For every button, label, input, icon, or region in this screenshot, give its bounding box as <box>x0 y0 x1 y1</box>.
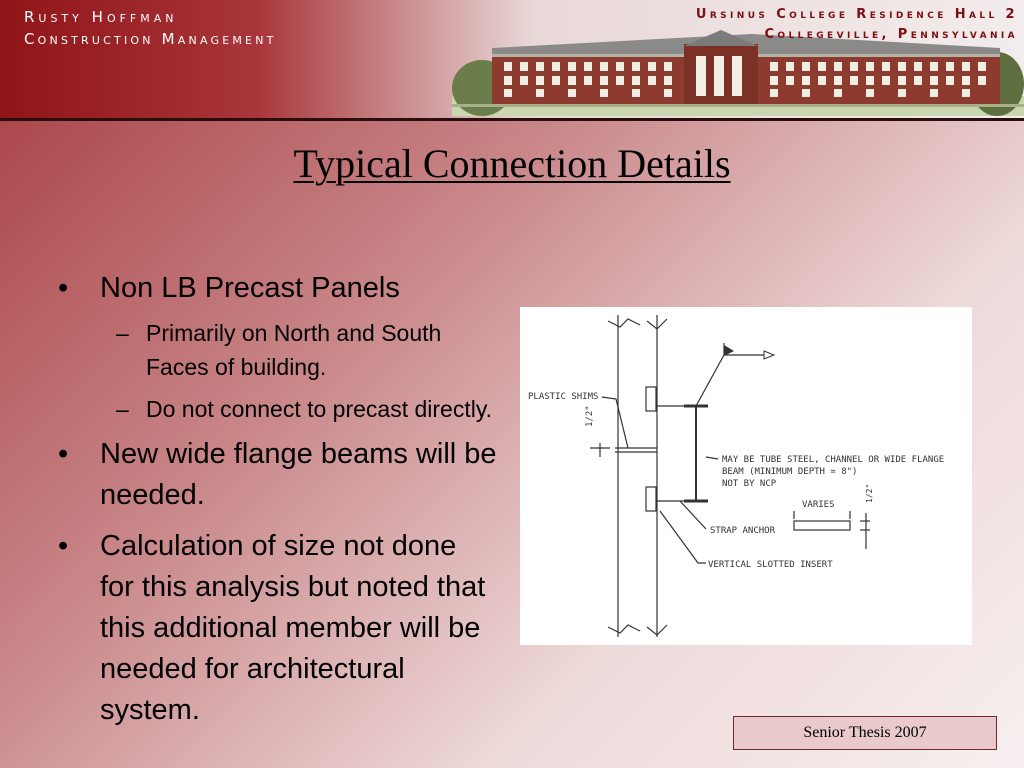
sub-bullet-dash: – <box>116 396 129 422</box>
label-plastic-shims: PLASTIC SHIMS <box>528 392 599 402</box>
label-beam-note-2: BEAM (MINIMUM DEPTH = 8") <box>722 467 858 477</box>
label-strap-anchor: STRAP ANCHOR <box>710 526 776 536</box>
label-beam-note-1: MAY BE TUBE STEEL, CHANNEL OR WIDE FLANGE <box>722 455 945 465</box>
footer-badge: Senior Thesis 2007 <box>733 716 997 750</box>
sub-bullet-item <box>58 316 498 384</box>
sub-bullet-dash: – <box>116 320 129 346</box>
bullet-item <box>58 270 498 306</box>
bullet-text: Non LB Precast Panels <box>100 272 400 304</box>
bullet-item <box>58 526 498 731</box>
bullet-dot: • <box>58 272 69 304</box>
sub-bullet-text: Do not connect to precast directly. <box>146 396 493 422</box>
sub-bullet-text: Primarily on North and South Faces of building. <box>146 320 442 380</box>
slide-header <box>0 0 1024 121</box>
bullet-text: New wide flange beams will be needed. <box>100 438 497 511</box>
bullet-dot: • <box>58 530 69 562</box>
detail-drawing-svg <box>520 307 972 645</box>
project-block <box>696 5 1018 45</box>
brand-line-2: Construction Management <box>24 30 277 48</box>
label-half-inch: 1/2" <box>585 405 595 427</box>
label-slotted-insert: VERTICAL SLOTTED INSERT <box>708 560 833 570</box>
brand-block <box>24 6 277 50</box>
bullet-item <box>58 434 498 516</box>
brand-line-1: Rusty Hoffman <box>24 8 178 26</box>
label-half-inch-2: 1/2" <box>865 483 874 503</box>
bullet-list <box>58 270 498 741</box>
slide-title: Typical Connection Details <box>293 141 731 186</box>
project-line-1: Ursinus College Residence Hall 2 <box>695 7 1018 22</box>
label-varies: VARIES <box>802 500 835 510</box>
bullet-text: Calculation of size not done for this analysis but noted that this additional member will be needed for architectural system. <box>100 530 486 726</box>
sub-bullet-item <box>58 392 498 426</box>
project-line-2: Collegeville, Pennsylvania <box>764 27 1018 42</box>
bullet-dot: • <box>58 438 69 470</box>
label-beam-note-3: NOT BY NCP <box>722 479 777 489</box>
connection-detail-drawing <box>520 307 972 645</box>
